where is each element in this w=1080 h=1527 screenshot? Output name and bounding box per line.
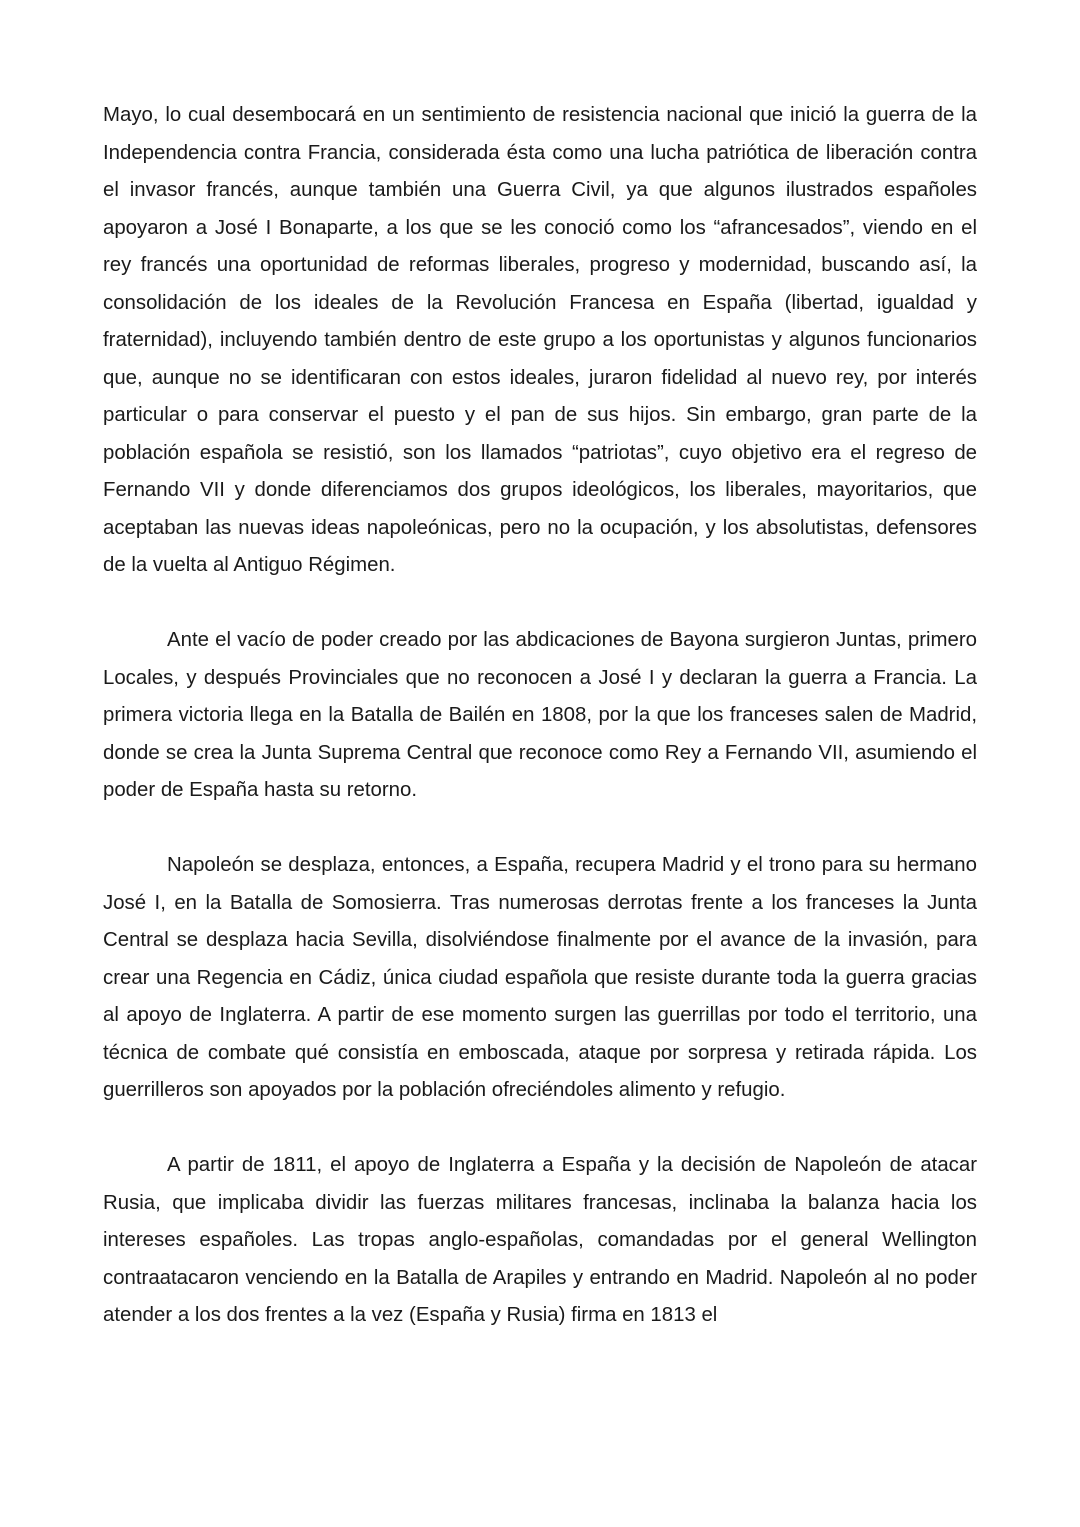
paragraph-4: A partir de 1811, el apoyo de Inglaterra a España y la decisión de Napoleón de atacar Rusia, que implicaba dividir las fuerzas militares francesas, inclinaba la balanza hacia los intereses españoles. Las tropas anglo-españolas, comandadas por el general Wellington contraatacaron venciendo en la Batalla de Arapiles y entrando en Madrid. Napoleón al no poder atender a los dos frentes a la vez (España y Rusia) firma en 1813 el (103, 1154, 977, 1326)
paragraph-3: Napoleón se desplaza, entonces, a España, recupera Madrid y el trono para su hermano José I, en la Batalla de Somosierra. Tras numerosas derrotas frente a los franceses la Junta Central se desplaza hacia Sevilla, disolviéndose finalmente por el avance de la invasión, para crear una Regencia en Cádiz, única ciudad española que resiste durante toda la guerra gracias al apoyo de Inglaterra. A partir de ese momento surgen las guerrillas por todo el territorio, una técnica de combate qué consistía en emboscada, ataque por sorpresa y retirada rápida. Los guerrilleros son apoyados por la población ofreciéndoles alimento y refugio. (103, 854, 977, 1101)
paragraph-1: Mayo, lo cual desembocará en un sentimiento de resistencia nacional que inició la guerra de la Independencia contra Francia, considerada ésta como una lucha patriótica de liberación contra el invasor francés, aunque también una Guerra Civil, ya que algunos ilustrados españoles apoyaron a José I Bonaparte, a los que se les conoció como los “afrancesados”, viendo en el rey francés una oportunidad de reformas liberales, progreso y modernidad, buscando así, la consolidación de los ideales de la Revolución Francesa en España (libertad, igualdad y fraternidad), incluyendo también dentro de este grupo a los oportunistas y algunos funcionarios que, aunque no se identificaran con estos ideales, juraron fidelidad al nuevo rey, por interés particular o para conservar el puesto y el pan de sus hijos. Sin embargo, gran parte de la población española se resistió, son los llamados “patriotas”, cuyo objetivo era el regreso de Fernando VII y donde diferenciamos dos grupos ideológicos, los liberales, mayoritarios, que aceptaban las nuevas ideas napoleónicas, pero no la ocupación, y los absolutistas, defensores de la vuelta al Antiguo Régimen. (103, 104, 977, 576)
paragraph-2: Ante el vacío de poder creado por las abdicaciones de Bayona surgieron Juntas, primero Locales, y después Provinciales que no reconocen a José I y declaran la guerra a Francia. La primera victoria llega en la Batalla de Bailén en 1808, por la que los franceses salen de Madrid, donde se crea la Junta Suprema Central que reconoce como Rey a Fernando VII, asumiendo el poder de España hasta su retorno. (103, 629, 977, 801)
document-page (103, 97, 977, 1335)
